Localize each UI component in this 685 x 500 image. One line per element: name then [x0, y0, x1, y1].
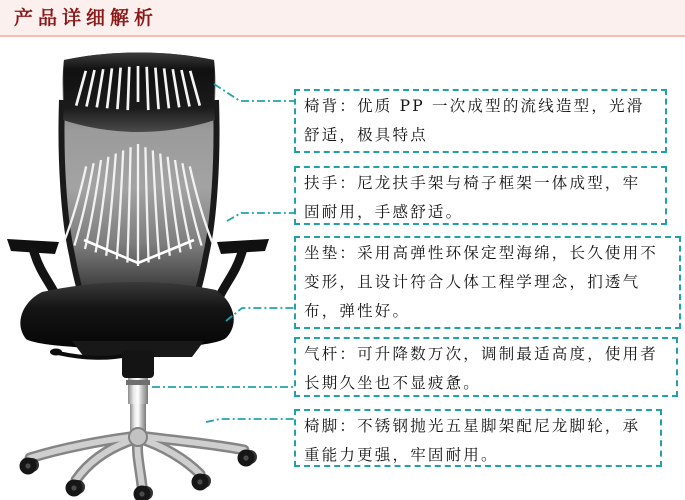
callout-text: 优质 PP 一次成型的流线造型，光滑舒适，极具特点 — [304, 97, 645, 144]
callout-text: 尼龙扶手架与椅子框架一体成型，牢固耐用，手感舒适。 — [304, 174, 641, 221]
callout-label: 椅脚： — [304, 417, 358, 435]
callout-seat-cushion — [294, 236, 681, 329]
chair-image — [0, 40, 300, 500]
lever-knob — [50, 349, 62, 356]
callout-label: 扶手： — [304, 174, 358, 192]
section-header — [0, 0, 685, 37]
armrest-post-right — [218, 252, 242, 300]
gas-lift-ring — [126, 380, 150, 385]
callout-label: 椅背： — [304, 97, 358, 115]
callout-chair-base — [294, 409, 662, 467]
page-title: 产品详细解析 — [14, 7, 159, 29]
base-hub — [129, 428, 147, 446]
callout-text: 不锈钢抛光五星脚架配尼龙脚轮，承重能力更强，牢固耐用。 — [304, 417, 641, 464]
gas-lift-cover — [122, 350, 154, 378]
callout-armrest — [294, 166, 667, 225]
callout-text: 可升降数万次，调制最适高度，使用者长期久坐也不显疲惫。 — [304, 345, 659, 392]
callout-gas-lift — [294, 337, 678, 397]
callout-text: 采用高弹性环保定型海绵，长久使用不变形，且设计符合人体工程学理念，扪透气布，弹性好。 — [304, 244, 659, 320]
callout-label: 坐垫： — [304, 244, 358, 262]
office-chair-illustration — [0, 40, 300, 500]
five-star-base — [30, 428, 244, 486]
callout-chair-back — [294, 89, 667, 153]
callout-label: 气杆： — [304, 345, 358, 363]
seat-cushion-shape — [20, 282, 233, 349]
